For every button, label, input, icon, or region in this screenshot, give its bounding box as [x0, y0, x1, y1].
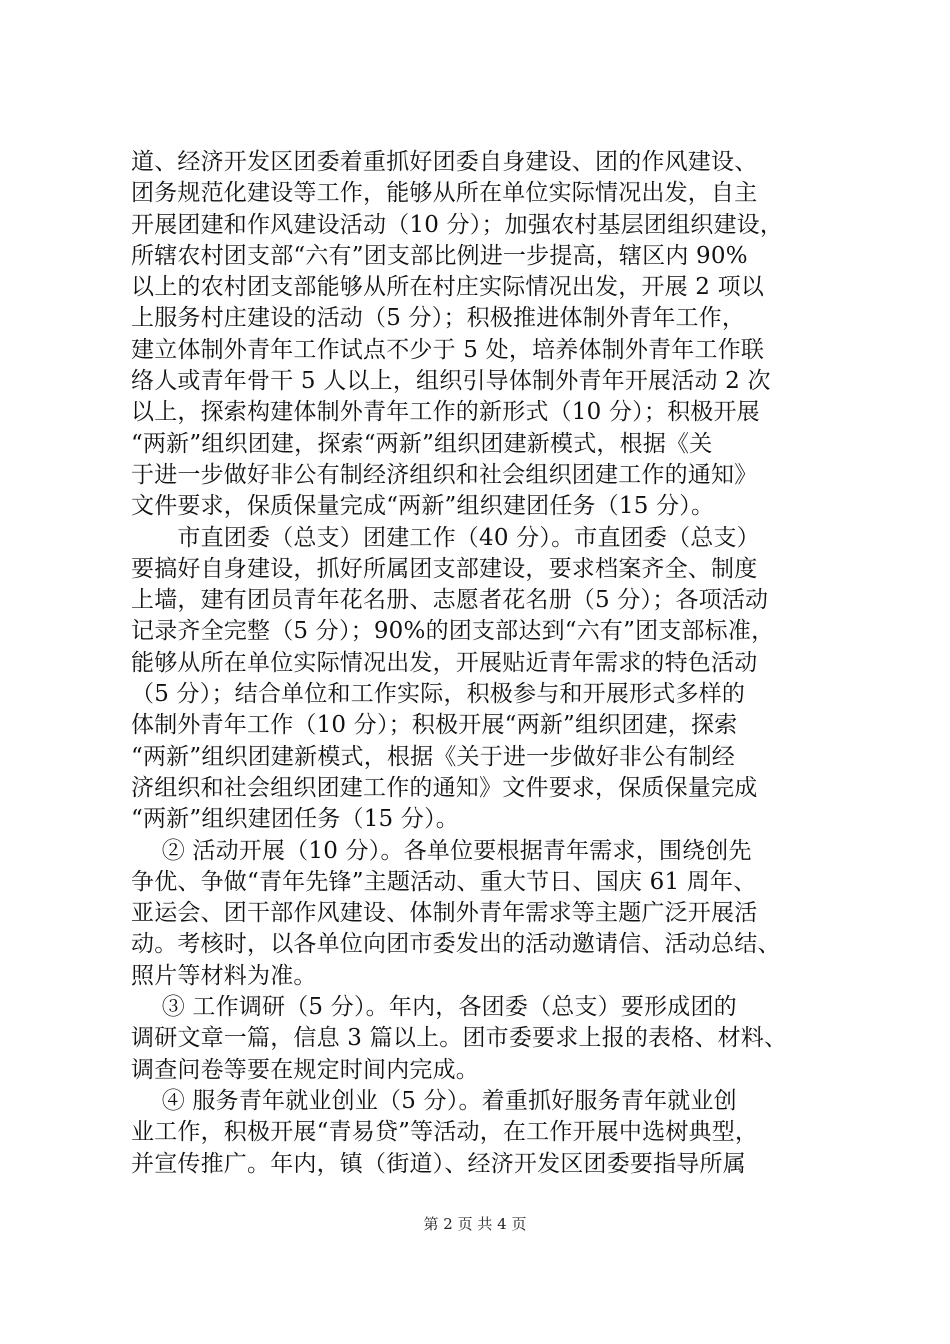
text-line: 能够从所在单位实际情况出发，开展贴近青年需求的特色活动	[131, 649, 758, 676]
text-line: 济组织和社会组织团建工作的通知》文件要求，保质保量完成	[131, 774, 758, 801]
text-line: 开展团建和作风建设活动（10 分）；加强农村基层团组织建设，	[131, 211, 784, 238]
text-line: 建立体制外青年工作试点不少于 5 处，培养体制外青年工作联	[131, 336, 765, 363]
text-line: 并宣传推广。年内，镇（街道）、经济开发区团委要指导所属	[131, 1150, 746, 1177]
text-line: ④ 服务青年就业创业（5 分）。着重抓好服务青年就业创	[131, 1087, 737, 1114]
text-line: 照片等材料为准。	[131, 962, 317, 989]
text-line: “两新”组织团建新模式，根据《关于进一步做好非公有制经	[131, 743, 735, 770]
text-line: 文件要求，保质保量完成“两新”组织建团任务（15 分）。	[131, 493, 715, 520]
text-line: 上墙，建有团员青年花名册、志愿者花名册（5 分）；各项活动	[131, 587, 769, 614]
text-line: 于进一步做好非公有制经济组织和社会组织团建工作的通知》	[131, 461, 758, 488]
text-line: 要搞好自身建设，抓好所属团支部建设，要求档案齐全、制度	[131, 555, 758, 582]
text-line: ③ 工作调研（5 分）。年内，各团委（总支）要形成团的	[131, 994, 737, 1021]
page-number-footer: 第 2 页 共 4 页	[423, 1215, 527, 1233]
text-line: 道、经济开发区团委着重抓好团委自身建设、团的作风建设、	[131, 149, 758, 175]
text-line: 以上，探索构建体制外青年工作的新形式（10 分）；积极开展	[131, 399, 760, 426]
text-line: 业工作，积极开展“青易贷”等活动，在工作开展中选树典型，	[131, 1119, 759, 1146]
text-line: 体制外青年工作（10 分）；积极开展“两新”组织团建，探索	[131, 712, 738, 739]
text-line: 上服务村庄建设的活动（5 分）；积极推进体制外青年工作，	[131, 305, 746, 332]
text-line: “两新”组织建团任务（15 分）。	[131, 806, 459, 833]
text-line: （5 分）；结合单位和工作实际，积极参与和开展形式多样的	[131, 681, 746, 708]
text-line: 动。考核时，以各单位向团市委发出的活动邀请信、活动总结、	[131, 931, 781, 958]
text-line: “两新”组织团建，探索“两新”组织团建新模式，根据《关	[131, 430, 713, 457]
document-body	[131, 147, 831, 1180]
text-line: 调研文章一篇，信息 3 篇以上。团市委要求上报的表格、材料、	[131, 1025, 788, 1052]
text-line: 团务规范化建设等工作，能够从所在单位实际情况出发，自主	[131, 180, 758, 207]
text-line: ② 活动开展（10 分）。各单位要根据青年需求，围绕创先	[131, 837, 752, 864]
text-line: 争优、争做“青年先锋”主题活动、重大节日、国庆 61 周年、	[131, 868, 757, 895]
text-line: 以上的农村团支部能够从所在村庄实际情况出发，开展 2 项以	[131, 274, 765, 301]
text-line: 亚运会、团干部作风建设、体制外青年需求等主题广泛开展活	[131, 900, 758, 927]
text-line: 络人或青年骨干 5 人以上，组织引导体制外青年开展活动 2 次	[131, 368, 771, 395]
text-line: 所辖农村团支部“六有”团支部比例进一步提高，辖区内 90%	[131, 242, 748, 269]
text-line: 调查问卷等要在规定时间内完成。	[131, 1056, 479, 1083]
text-line: 记录齐全完整（5 分）；90%的团支部达到“六有”团支部标准，	[131, 618, 775, 645]
text-line: 市直团委（总支）团建工作（40 分）。市直团委（总支）	[131, 524, 760, 551]
